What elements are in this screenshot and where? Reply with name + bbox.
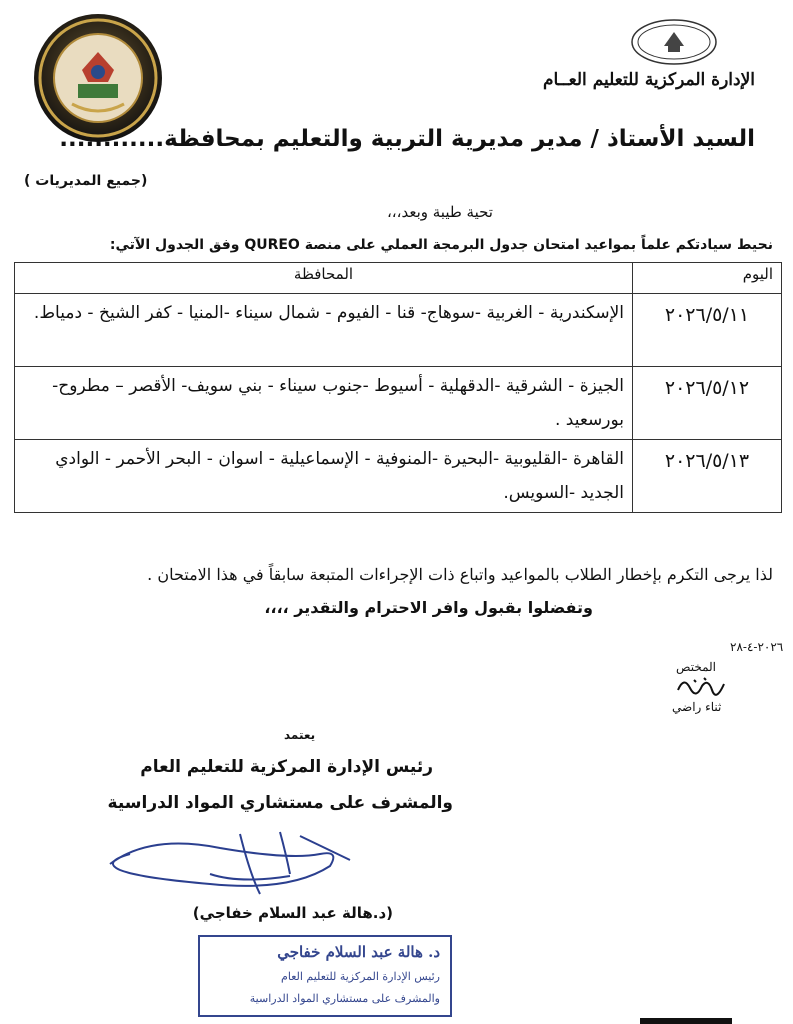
org-name: الإدارة المركزية للتعليم العــام	[543, 70, 755, 90]
row-governorates: الجيزة - الشرقية -الدقهلية - أسيوط -جنوب سيناء - بني سويف- الأقصر – مطروح- بورسعيد .	[15, 367, 633, 440]
table-row	[15, 294, 782, 367]
row-governorates: القاهرة -القليوبية -البحيرة -المنوفية - الإسماعيلية - اسوان - البحر الأحمر - الوادي الجديد -السويس.	[15, 440, 633, 513]
row-day: ٢٠٢٦/٥/١٢	[633, 367, 782, 440]
table-row	[15, 440, 782, 513]
footer-bar	[640, 1018, 732, 1024]
ministry-of-education-logo	[630, 18, 718, 66]
head-title-line1: رئيس الإدارة المركزية للتعليم العام	[140, 757, 433, 777]
head-name: (د.هالة عبد السلام خفاجي)	[192, 904, 393, 922]
ministry-seal-logo	[32, 12, 164, 144]
all-directorates-note: (جميع المديريات )	[24, 173, 148, 189]
greeting: تحية طيبة وبعد،،،	[386, 203, 493, 221]
table-header-row	[15, 263, 782, 294]
closing-regards: وتفضلوا بقبول وافر الاحترام والتقدير ،،،،	[264, 598, 593, 617]
letter-date: ٢٠٢٦-٤-٢٨	[730, 640, 784, 654]
exam-schedule-table	[14, 262, 782, 513]
stamp-title-2: والمشرف على مستشاري المواد الدراسية	[249, 992, 440, 1005]
header-governorate: المحافظة	[15, 263, 633, 294]
header-day: اليوم	[633, 263, 782, 294]
specialist-title: المختص	[676, 660, 716, 674]
intro-paragraph: نحيط سيادتكم علماً بمواعيد امتحان جدول البرمجة العملي على منصة QUREO وفق الجدول الآتي:	[109, 237, 773, 253]
row-day: ٢٠٢٦/٥/١١	[633, 294, 782, 367]
addressee-line: السيد الأستاذ / مدير مديرية التربية والتعليم بمحافظة............	[59, 126, 755, 152]
approves-label: يعتمد	[284, 728, 316, 742]
stamp-title-1: رئيس الإدارة المركزية للتعليم العام	[281, 970, 440, 983]
stamp-name: د. هالة عبد السلام خفاجي	[277, 943, 440, 961]
specialist-name: ثناء راضي	[672, 700, 722, 714]
closing-request: لذا يرجى التكرم بإخطار الطلاب بالمواعيد واتباع ذات الإجراءات المتبعة سابقاً في هذا الامتحان .	[147, 565, 773, 584]
row-governorates: الإسكندرية - الغربية -سوهاج- قنا - الفيوم - شمال سيناء -المنيا - كفر الشيخ - دمياط.	[15, 294, 633, 367]
official-stamp	[198, 935, 452, 1017]
head-signature	[90, 814, 370, 914]
row-day: ٢٠٢٦/٥/١٣	[633, 440, 782, 513]
head-title-line2: والمشرف على مستشاري المواد الدراسية	[107, 793, 453, 813]
specialist-signature	[674, 672, 728, 698]
table-row	[15, 367, 782, 440]
